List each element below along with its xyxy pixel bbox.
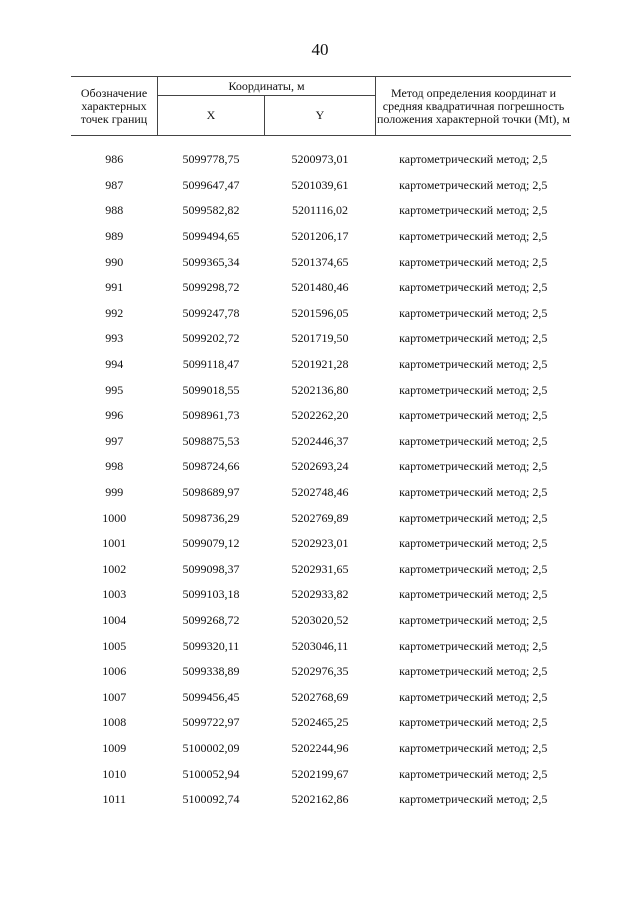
method-cell: картометрический метод; 2,5 [399,152,548,167]
y-coordinate-cell: 5202768,69 [291,689,349,704]
point-id-cell: 997 [105,433,124,448]
header-method: Метод определения координат и средняя квадратичная погрешность положения характерной точки (Mt), м [376,77,572,136]
table-row [71,301,571,327]
method-cell: картометрический метод; 2,5 [399,408,548,423]
header-spacer [71,136,571,148]
x-coordinate-cell: 5099118,47 [182,357,240,372]
method-cell: картометрический метод; 2,5 [399,740,548,755]
x-coordinate-cell: 5099365,34 [182,254,240,269]
point-id-cell: 1004 [102,612,127,627]
method-cell: картометрический метод; 2,5 [399,689,548,704]
x-coordinate-cell: 5099456,45 [182,689,240,704]
table-row [71,787,571,813]
x-coordinate-cell: 5099103,18 [182,587,240,602]
x-coordinate-cell: 5098724,66 [182,459,240,474]
method-cell: картометрический метод; 2,5 [399,664,548,679]
y-coordinate-cell: 5203020,52 [291,612,349,627]
header-x: X [158,96,265,136]
point-id-cell: 994 [105,357,124,372]
table-row [71,224,571,250]
y-coordinate-cell: 5202693,24 [291,459,349,474]
x-coordinate-cell: 5098875,53 [182,433,240,448]
point-id-cell: 990 [105,254,124,269]
method-cell: картометрический метод; 2,5 [399,792,548,807]
method-cell: картометрический метод; 2,5 [399,305,548,320]
x-coordinate-cell: 5099247,78 [182,305,240,320]
point-id-cell: 995 [105,382,124,397]
table-row [71,275,571,301]
table-row [71,557,571,583]
table-header [71,77,571,136]
y-coordinate-cell: 5201116,02 [291,203,349,218]
table-row [71,608,571,634]
point-id-cell: 992 [105,305,124,320]
x-coordinate-cell: 5099778,75 [182,152,240,167]
method-cell: картометрический метод; 2,5 [399,536,548,551]
y-coordinate-cell: 5201480,46 [291,280,349,295]
point-id-cell: 987 [105,177,124,192]
x-coordinate-cell: 5099494,65 [182,229,240,244]
method-cell: картометрический метод; 2,5 [399,433,548,448]
x-coordinate-cell: 5099018,55 [182,382,240,397]
x-coordinate-cell: 5099722,97 [182,715,240,730]
table-row [71,582,571,608]
y-coordinate-cell: 5201596,05 [291,305,349,320]
y-coordinate-cell: 5202748,46 [291,485,349,500]
method-cell: картометрический метод; 2,5 [399,766,548,781]
table-row [71,403,571,429]
y-coordinate-cell: 5201206,17 [291,229,349,244]
method-cell: картометрический метод; 2,5 [399,638,548,653]
table-row [71,633,571,659]
header-designation: Обозначение характерных точек границ [71,77,158,136]
x-coordinate-cell: 5100052,94 [182,766,240,781]
x-coordinate-cell: 5099079,12 [182,536,240,551]
table-row [71,429,571,455]
table-row [71,761,571,787]
x-coordinate-cell: 5098689,97 [182,485,240,500]
y-coordinate-cell: 5202244,96 [291,740,349,755]
x-coordinate-cell: 5098736,29 [182,510,240,525]
point-id-cell: 1009 [102,740,127,755]
table-row [71,480,571,506]
x-coordinate-cell: 5098961,73 [182,408,240,423]
point-id-cell: 998 [105,459,124,474]
point-id-cell: 989 [105,229,124,244]
point-id-cell: 1005 [102,638,127,653]
y-coordinate-cell: 5202446,37 [291,433,349,448]
table-row [71,505,571,531]
table-row [71,454,571,480]
table-row [71,684,571,710]
header-coordinates: Координаты, м [158,77,376,96]
x-coordinate-cell: 5099338,89 [182,664,240,679]
method-cell: картометрический метод; 2,5 [399,510,548,525]
y-coordinate-cell: 5201921,28 [291,357,349,372]
y-coordinate-cell: 5202465,25 [291,715,349,730]
method-cell: картометрический метод; 2,5 [399,587,548,602]
y-coordinate-cell: 5202931,65 [291,561,349,576]
point-id-cell: 1007 [102,689,127,704]
method-cell: картометрический метод; 2,5 [399,229,548,244]
table-row [71,326,571,352]
method-cell: картометрический метод; 2,5 [399,459,548,474]
point-id-cell: 1010 [102,766,127,781]
method-cell: картометрический метод; 2,5 [399,612,548,627]
method-cell: картометрический метод; 2,5 [399,357,548,372]
table-row [71,736,571,762]
point-id-cell: 1002 [102,561,127,576]
point-id-cell: 996 [105,408,124,423]
method-cell: картометрический метод; 2,5 [399,254,548,269]
point-id-cell: 986 [105,152,124,167]
method-cell: картометрический метод; 2,5 [399,331,548,346]
y-coordinate-cell: 5202769,89 [291,510,349,525]
y-coordinate-cell: 5202199,67 [291,766,349,781]
method-cell: картометрический метод; 2,5 [399,561,548,576]
point-id-cell: 999 [105,485,124,500]
point-id-cell: 993 [105,331,124,346]
table-row [71,173,571,199]
page-number: 40 [311,40,329,59]
y-coordinate-cell: 5202976,35 [291,664,349,679]
coordinates-table [71,76,571,812]
x-coordinate-cell: 5100092,74 [182,792,240,807]
method-cell: картометрический метод; 2,5 [399,485,548,500]
x-coordinate-cell: 5099320,11 [182,638,240,653]
y-coordinate-cell: 5200973,01 [291,152,349,167]
x-coordinate-cell: 5099647,47 [182,177,240,192]
point-id-cell: 1011 [102,792,127,807]
y-coordinate-cell: 5201039,61 [291,177,349,192]
x-coordinate-cell: 5099298,72 [182,280,240,295]
header-y: Y [265,96,376,136]
point-id-cell: 1006 [102,664,127,679]
method-cell: картометрический метод; 2,5 [399,382,548,397]
y-coordinate-cell: 5202136,80 [291,382,349,397]
method-cell: картометрический метод; 2,5 [399,177,548,192]
point-id-cell: 991 [105,280,124,295]
point-id-cell: 1003 [102,587,127,602]
table-body [71,136,571,813]
table-row [71,531,571,557]
table-row [71,147,571,173]
point-id-cell: 988 [105,203,124,218]
table-row [71,352,571,378]
y-coordinate-cell: 5201374,65 [291,254,349,269]
point-id-cell: 1001 [102,536,127,551]
method-cell: картометрический метод; 2,5 [399,715,548,730]
table-row [71,198,571,224]
x-coordinate-cell: 5099582,82 [182,203,240,218]
table-row [71,377,571,403]
table-row [71,659,571,685]
y-coordinate-cell: 5201719,50 [291,331,349,346]
table-row [71,710,571,736]
method-cell: картометрический метод; 2,5 [399,280,548,295]
point-id-cell: 1000 [102,510,127,525]
y-coordinate-cell: 5202933,82 [291,587,349,602]
x-coordinate-cell: 5099098,37 [182,561,240,576]
y-coordinate-cell: 5202262,20 [291,408,349,423]
point-id-cell: 1008 [102,715,127,730]
method-cell: картометрический метод; 2,5 [399,203,548,218]
x-coordinate-cell: 5099202,72 [182,331,240,346]
x-coordinate-cell: 5099268,72 [182,612,240,627]
x-coordinate-cell: 5100002,09 [182,740,240,755]
y-coordinate-cell: 5203046,11 [291,638,349,653]
table-row [71,249,571,275]
y-coordinate-cell: 5202162,86 [291,792,349,807]
y-coordinate-cell: 5202923,01 [291,536,349,551]
